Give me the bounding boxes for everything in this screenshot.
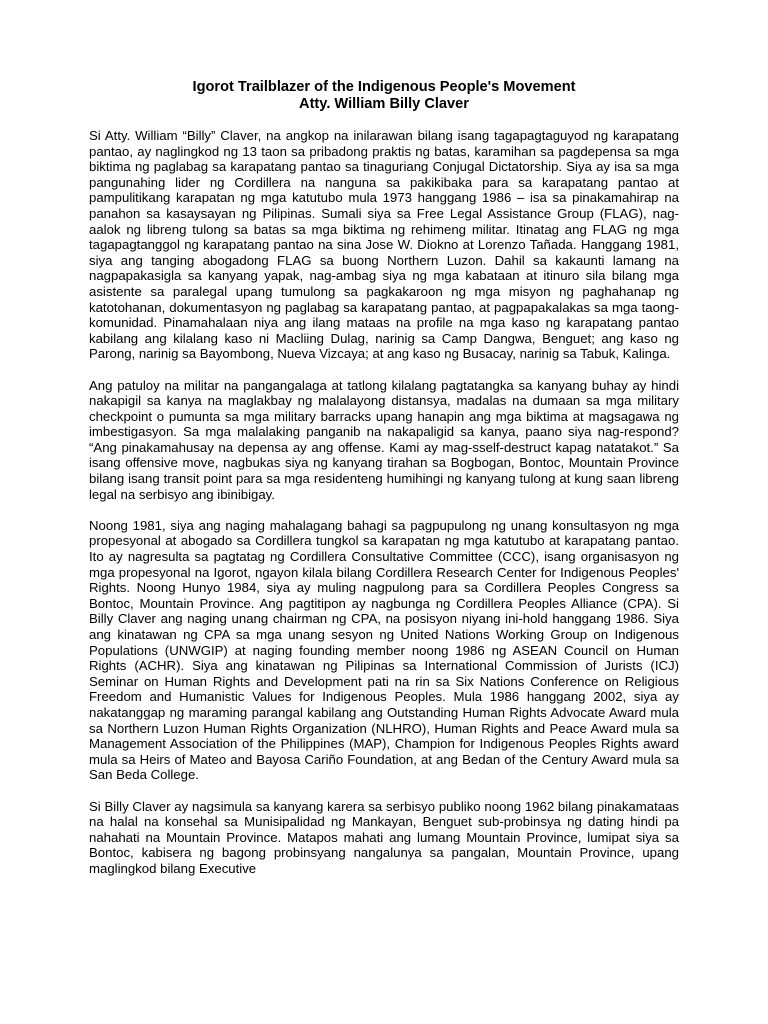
title-line-2: Atty. William Billy Claver [299,96,469,112]
paragraph-3: Noong 1981, siya ang naging mahalagang bahagi sa pagpupulong ng unang konsultasyon ng mga propesyonal at abogado sa Cordillera tungkol sa karapatan ng mga katutubo at karapatang pantao. Ito ay nagresulta sa pagtatag ng Cordillera Consultative Committee (CCC), isang organisasyon ng mga propesyonal na Igorot, ngayon kilala bilang Cordillera Research Center for Indigenous Peoples' Rights. Noong Hunyo 1984, siya ay muling nagpulong para sa Cordillera Peoples Congress sa Bontoc, Mountain Province. Ang pagtitipon ay nagbunga ng Cordillera Peoples Alliance (CPA). Si Billy Claver ang naging unang chairman ng CPA, na posisyon niyang ini-hold hanggang 1986. Siya ang kinatawan ng CPA sa mga unang sesyon ng United Nations Working Group on Indigenous Populations (UNWGIP) at naging founding member noong 1986 ng ASEAN Council on Human Rights (ACHR). Siya ang kinatawan ng Pilipinas sa International Commission of Jurists (ICJ) Seminar on Human Rights and Development pati na rin sa Six Nations Conference on Religious Freedom and Humanistic Values for Indigenous Peoples. Mula 1986 hanggang 2002, siya ay nakatanggap ng maraming parangal kabilang ang Outstanding Human Rights Advocate Award mula sa Northern Luzon Human Rights Organization (NLHRO), Human Rights and Peace Award mula sa Management Association of the Philippines (MAP), Champion for Indigenous Peoples Rights award mula sa Heirs of Mateo and Bayosa Cariño Foundation, at ang Bedan of the Century Award mula sa San Beda College. [89,517,679,783]
title-line-1: Igorot Trailblazer of the Indigenous People's Movement [192,79,576,95]
document-title [89,79,679,113]
paragraph-1: Si Atty. William “Billy” Claver, na angkop na inilarawan bilang isang tagapagtaguyod ng karapatang pantao, ay naglingkod ng 13 taon sa pribadong praktis ng batas, karamihan sa pagdepensa sa mga biktima ng paglabag sa karapatang pantao sa tinaguriang Conjugal Dictatorship. Siya ay isa sa mga pangunahing lider ng Cordillera na nanguna sa pakikibaka para sa karapatang pantao at pampulitikang karapatan ng mga katutubo mula 1973 hanggang 1986 – isa sa pinakamahirap na panahon sa kasaysayan ng Pilipinas. Sumali siya sa Free Legal Assistance Group (FLAG), nag-aalok ng libreng tulong sa batas sa mga biktima ng rehimeng militar. Itinatag ang FLAG ng mga tagapagtanggol ng karapatang pantao na sina Jose W. Diokno at Lorenzo Tañada. Hanggang 1981, siya ang tanging abogadong FLAG sa buong Northern Luzon. Dahil sa kakaunti lamang na nagpapakasigla sa kanyang yapak, nag-ambag siya ng mga kabataan at itinuro sila bilang mga asistente sa paralegal upang tumulong sa pagkakaroon ng mga misyon ng paghahanap ng katotohanan, dokumentasyon ng paglabag sa karapatang pantao, at pagpapakalakas sa mga taong-komunidad. Pinamahalaan niya ang ilang mataas na profile na mga kaso ng karapatang pantao kabilang ang kilalang kaso ni Macliing Dulag, narinig sa Camp Dangwa, Benguet; ang kaso ng Parong, narinig sa Bayombong, Nueva Vizcaya; at ang kaso ng Busacay, narinig sa Tabuk, Kalinga. [89,128,679,362]
paragraph-4: Si Billy Claver ay nagsimula sa kanyang karera sa serbisyo publiko noong 1962 bilang pinakamataas na halal na konsehal sa Munisipalidad ng Mankayan, Benguet sub-probinsya ng dating hindi pa nahahati na Mountain Province. Matapos mahati ang lumang Mountain Province, lumipat siya sa Bontoc, kabisera ng bagong probinsyang nangalunya sa pangalan, Mountain Province, upang maglingkod bilang Executive [89,798,679,876]
paragraph-2: Ang patuloy na militar na pangangalaga at tatlong kilalang pagtatangka sa kanyang buhay ay hindi nakapigil sa kanya na maglakbay ng malalayong distansya, madalas na dumaan sa mga military checkpoint o pumunta sa mga military barracks upang hanapin ang mga biktima at magsagawa ng imbestigasyon. Sa mga malalaking panganib na nakapaligid sa kanya, paano siya nag-respond? “Ang pinakamahusay na depensa ay ang offense. Kami ay mag-sself-destruct kapag natatakot.” Sa isang offensive move, nagbukas siya ng kanyang tirahan sa Bogbogan, Bontoc, Mountain Province bilang isang transit point para sa mga residenteng humihingi ng kanyang tulong at kung saan libreng legal na serbisyo ang ibinibigay. [89,377,679,502]
document-body [89,79,679,877]
